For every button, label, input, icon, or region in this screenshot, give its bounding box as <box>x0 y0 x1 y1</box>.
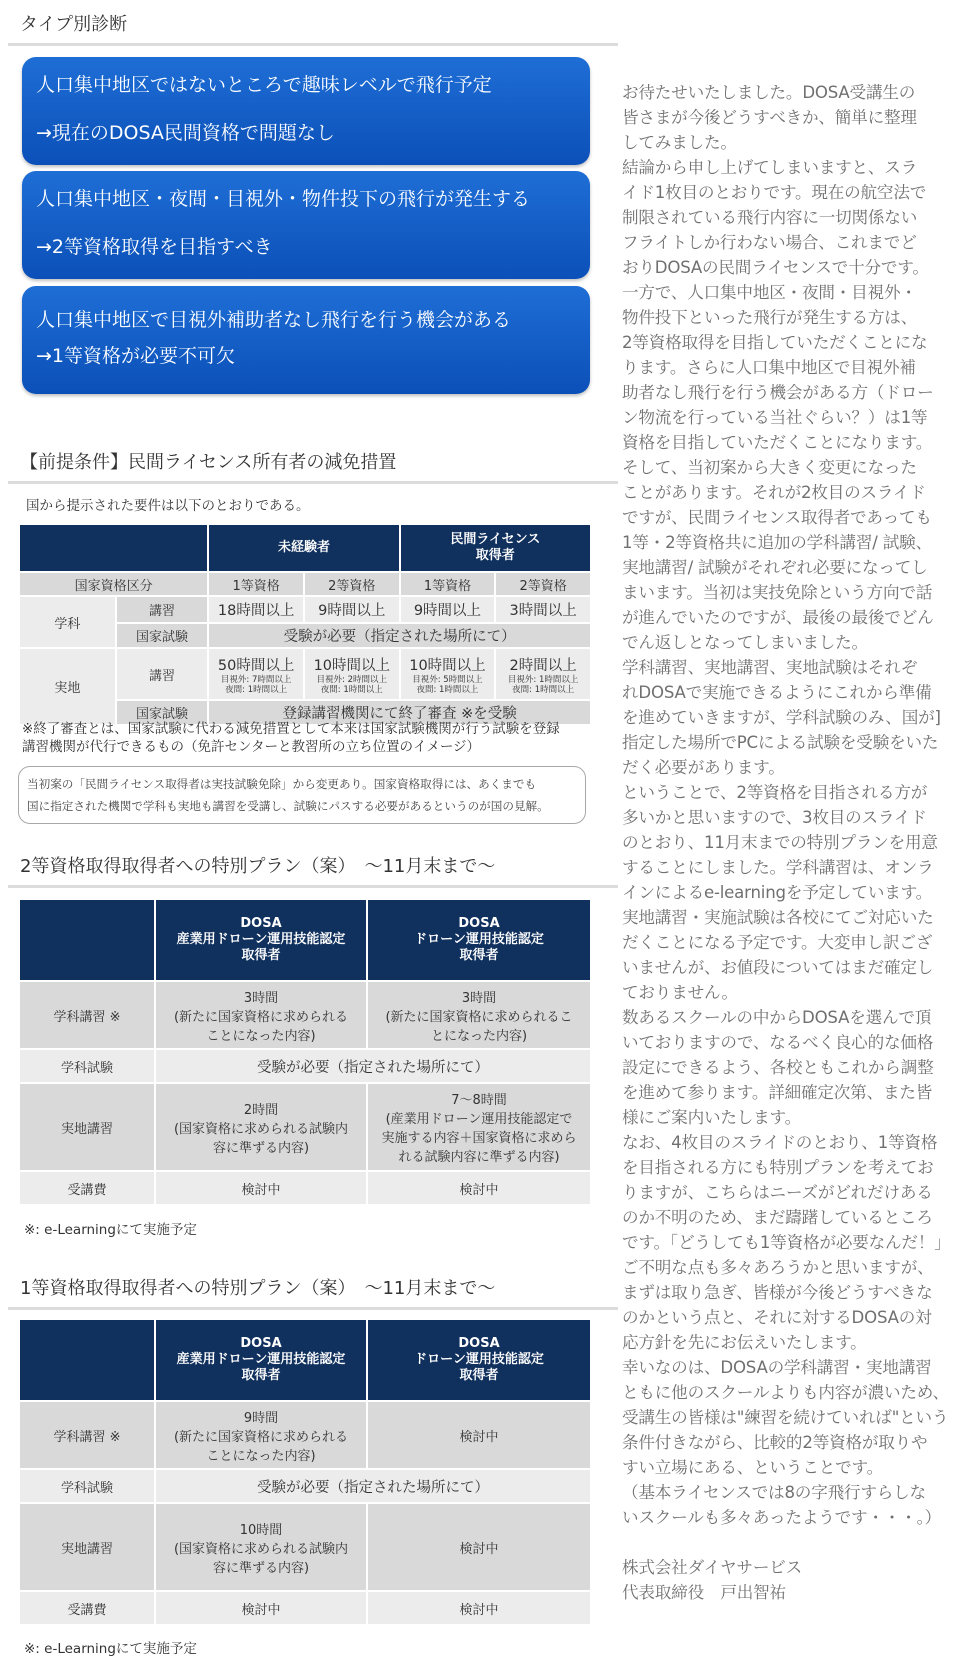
article-line: 幸いなのは、DOSAの学科講習・実地講習 <box>622 1358 932 1377</box>
class-cell: 2等資格 <box>496 573 590 595</box>
article-line: です。「どうしても1等資格が必要なんだ！」 <box>622 1233 951 1252</box>
article-body <box>622 80 952 1530</box>
article-line: （基本ライセンスでは8の字飛行すらしな <box>622 1483 926 1502</box>
row-label: 実地講習 <box>20 1504 154 1590</box>
review-note-line: ※終了審査とは、国家試験に代わる減免措置として本来は国家試験機関が行う試験を登録 <box>22 721 560 737</box>
plan-cell: 検討中 <box>368 1592 590 1624</box>
class2-plan-table <box>18 898 592 1206</box>
jitchi-exam-value: 登録講習機関にて終了審査 ※を受験 <box>209 701 590 724</box>
gakka-label: 学科 <box>20 597 115 647</box>
article-line: 受講生の皆様は"練習を続けていれば"という <box>622 1408 949 1427</box>
exam-label: 国家試験 <box>117 624 208 647</box>
diagnosis-box-hobby <box>22 57 590 165</box>
article-line: だく必要があります。 <box>622 758 785 777</box>
jitchi-sub: 夜間: 1時間以上 <box>416 684 479 695</box>
type-diagnosis-title: タイプ別診断 <box>8 10 618 46</box>
jitchi-main: 2時間以上 <box>509 657 577 674</box>
class2-footnote: ※: e-Learningにて実施予定 <box>24 1222 197 1238</box>
header-drone-skill <box>368 900 590 980</box>
header-line: 取得者 <box>459 1368 499 1383</box>
plan-cell-line: 10時間 <box>239 1522 283 1538</box>
plan-cell-line: れる試験内容に準ずる内容) <box>398 1150 560 1165</box>
table-corner <box>20 900 154 980</box>
article-line: おりDOSAの民間ライセンスで十分です。 <box>622 258 929 277</box>
diagnosis-box-class1 <box>22 286 590 394</box>
plan-cell-line: ことになった内容) <box>206 1028 316 1044</box>
plan-cell-line: 7～8時間 <box>451 1093 507 1108</box>
article-line: 資格を目指していただくことになります。 <box>622 433 933 452</box>
article-line: インによるe-learningを予定しています。 <box>622 883 933 902</box>
exam-label: 国家試験 <box>117 701 208 724</box>
header-licensed-line1: 民間ライセンス <box>450 532 541 547</box>
plan-cell <box>368 1084 590 1170</box>
plan-cell: 検討中 <box>156 1172 366 1204</box>
header-line: DOSA <box>240 916 282 931</box>
article-line: ということで、2等資格を目指される方が <box>622 783 928 802</box>
jitchi-value <box>305 649 399 699</box>
class-cell: 1等資格 <box>209 573 303 595</box>
policy-change-note <box>18 766 586 824</box>
article-line: のとおり、11月末までの特別プランを用意 <box>622 833 938 852</box>
plan-cell: 検討中 <box>156 1592 366 1624</box>
jitchi-main: 10時間以上 <box>409 657 486 674</box>
jitchi-value <box>401 649 495 699</box>
signer-name: 代表取締役 戸出智祐 <box>622 1583 786 1602</box>
diagnosis-condition: 人口集中地区で目視外補助者なし飛行を行う機会がある <box>36 309 512 331</box>
plan-cell-line: 容に準ずる内容) <box>212 1140 310 1156</box>
article-line: を進めて参ります。詳細確定次第、また皆 <box>622 1083 933 1102</box>
header-drone-skill <box>368 1320 590 1400</box>
article-line: 様にご案内いたします。 <box>622 1108 802 1127</box>
article-line: のか不明のため、まだ躊躇しているところ <box>622 1208 933 1227</box>
article-line: ともに他のスクールよりも内容が濃いため、 <box>622 1383 949 1402</box>
article-column <box>622 80 952 1605</box>
policy-change-line: 国に指定された機関で学科も実地も講習を受講し、試験にパスする必要があるというのが国の見解。 <box>27 799 549 813</box>
plan-cell-line: (新たに国家資格に求められるこ <box>385 1009 573 1025</box>
header-line: DOSA <box>240 1336 282 1351</box>
jitchi-value <box>209 649 303 699</box>
plan-cell: 検討中 <box>368 1504 590 1590</box>
article-line: いませんが、お値段についてはまだ確定し <box>622 958 934 977</box>
article-line: 物件投下といった飛行が発生する方は、 <box>622 308 918 327</box>
table-corner <box>20 525 207 571</box>
header-industrial <box>156 900 366 980</box>
jitchi-sub: 夜間: 1時間以上 <box>225 684 288 695</box>
gakka-value: 9時間以上 <box>401 597 495 622</box>
header-line: 取得者 <box>241 1368 281 1383</box>
jitchi-sub: 目視外: 2時間以上 <box>316 674 388 685</box>
header-line: DOSA <box>458 916 500 931</box>
article-line: 指定した場所でPCによる試験を受験をいた <box>622 733 939 752</box>
article-line: ります。さらに人口集中地区で目視外補 <box>622 358 916 377</box>
header-licensed-line2: 取得者 <box>475 548 515 563</box>
header-line: 産業用ドローン運用技能認定 <box>176 932 346 947</box>
class1-plan-title: 1等資格取得取得者への特別プラン（案） ～11月末まで～ <box>8 1274 618 1310</box>
article-line: 皆さまが今後どうすべきか、簡単に整理 <box>622 108 917 127</box>
review-note-line: 講習機関が代行できるもの（免許センターと教習所の立ち位置のイメージ） <box>22 739 481 755</box>
row-class-label: 国家資格区分 <box>20 573 207 595</box>
row-label: 受講費 <box>20 1592 154 1624</box>
article-line: いスクールも多々あったようです・・・。） <box>622 1508 942 1527</box>
header-line: 産業用ドローン運用技能認定 <box>176 1352 346 1367</box>
row-label: 実地講習 <box>20 1084 154 1170</box>
article-line: 1等・2等資格共に追加の学科講習/ 試験、 <box>622 533 932 552</box>
jitchi-sub: 夜間: 1時間以上 <box>320 684 383 695</box>
diagnosis-condition: 人口集中地区・夜間・目視外・物件投下の飛行が発生する <box>36 188 531 210</box>
article-line: そして、当初案から大きく変更になった <box>622 458 917 477</box>
article-line: 一方で、人口集中地区・夜間・目視外・ <box>622 283 917 302</box>
diagnosis-result: →現在のDOSA民間資格で問題なし <box>36 122 335 144</box>
article-line: することにしました。学科講習は、オンラ <box>622 858 934 877</box>
article-line: 実地講習/ 試験がそれぞれ必要になってし <box>622 558 928 577</box>
exemption-table <box>18 523 592 726</box>
row-label: 学科試験 <box>20 1050 154 1082</box>
article-line: りますが、こちらはニーズがどれだけある <box>622 1183 933 1202</box>
diagnosis-result: →2等資格取得を目指すべき <box>36 236 273 258</box>
article-line: 設定にできるよう、各校ともこれから調整 <box>622 1058 934 1077</box>
plan-cell-line: とになった内容) <box>430 1028 528 1044</box>
gakka-value: 9時間以上 <box>305 597 399 622</box>
gakka-value: 18時間以上 <box>209 597 303 622</box>
class1-footnote: ※: e-Learningにて実施予定 <box>24 1641 197 1657</box>
plan-cell <box>156 1504 366 1590</box>
article-line: いておりますので、なるべく良心的な価格 <box>622 1033 934 1052</box>
plan-merged-cell: 受験が必要（指定された場所にて） <box>156 1050 590 1082</box>
article-line: だくことになる予定です。大変申し訳ござ <box>622 933 933 952</box>
article-line: が進んでいたのですが、最後の最後でどん <box>622 608 934 627</box>
header-line: ドローン運用技能認定 <box>414 932 544 947</box>
header-inexperienced: 未経験者 <box>209 525 398 571</box>
article-line: 条件付きながら、比較的2等資格が取りや <box>622 1433 928 1452</box>
review-note <box>22 720 560 756</box>
plan-cell <box>156 982 366 1048</box>
article-line: 実地講習・実施試験は各校にてご対応いた <box>622 908 934 927</box>
article-line: ですが、民間ライセンス取得者であっても <box>622 508 932 527</box>
plan-cell-line: 容に準ずる内容) <box>212 1560 310 1576</box>
gakka-exam-value: 受験が必要（指定された場所にて） <box>209 624 590 647</box>
gakka-value: 3時間以上 <box>496 597 590 622</box>
article-line: 助者なし飛行を行う機会がある方（ドロー <box>622 383 934 402</box>
plan-cell-line: 実施する内容＋国家資格に求めら <box>381 1131 577 1146</box>
article-line: ておりません。 <box>622 983 738 1002</box>
plan-cell-line: (新たに国家資格に求められる <box>173 1429 349 1445</box>
plan-cell-line: 2時間 <box>243 1102 279 1118</box>
article-line: れDOSAで実施できるようにこれから準備 <box>622 683 932 702</box>
article-line: を目指される方にも特別プランを考えてお <box>622 1158 934 1177</box>
article-line: 2等資格取得を目指していただくことにな <box>622 333 928 352</box>
header-line: 取得者 <box>459 948 499 963</box>
jitchi-value <box>496 649 590 699</box>
plan-merged-cell: 受験が必要（指定された場所にて） <box>156 1470 590 1502</box>
article-line: 結論から申し上げてしまいますと、スラ <box>622 158 918 177</box>
row-label: 学科講習 ※ <box>20 982 154 1048</box>
prerequisite-title: 【前提条件】民間ライセンス所有者の減免措置 <box>8 448 618 484</box>
row-label: 受講費 <box>20 1172 154 1204</box>
row-label: 学科講習 ※ <box>20 1402 154 1468</box>
diagnosis-result: →1等資格が必要不可欠 <box>36 345 236 367</box>
plan-cell-line: (国家資格に求められる試験内 <box>173 1121 349 1137</box>
article-line: ことがあります。それが2枚目のスライド <box>622 483 926 502</box>
table-corner <box>20 1320 154 1400</box>
header-line: ドローン運用技能認定 <box>414 1352 544 1367</box>
plan-cell-line: (新たに国家資格に求められる <box>173 1009 349 1025</box>
plan-cell <box>156 1084 366 1170</box>
class-cell: 2等資格 <box>305 573 399 595</box>
header-line: 取得者 <box>241 948 281 963</box>
article-line: フライトしか行わない場合、これまでど <box>622 233 917 252</box>
plan-cell: 検討中 <box>368 1402 590 1468</box>
article-line: 数あるスクールの中からDOSAを選んで頂 <box>622 1008 932 1027</box>
article-line: を進めていきますが、学科試験のみ、国が] <box>622 708 941 727</box>
article-line: イド1枚目のとおりです。現在の航空法で <box>622 183 927 202</box>
plan-cell-line: 3時間 <box>243 990 279 1006</box>
jitchi-label: 実地 <box>20 649 115 724</box>
diagnosis-condition: 人口集中地区ではないところで趣味レベルで飛行予定 <box>36 74 492 96</box>
article-line: してみました。 <box>622 133 737 152</box>
class1-plan-table <box>18 1318 592 1626</box>
article-line: でん返しとなってしまいました。 <box>622 633 868 652</box>
header-line: DOSA <box>458 1336 500 1351</box>
plan-cell <box>156 1402 366 1468</box>
policy-change-line: 当初案の「民間ライセンス取得者は実技試験免除」から変更あり。国家資格取得には、あくまでも <box>27 777 537 791</box>
plan-cell <box>368 982 590 1048</box>
company-name: 株式会社ダイヤサービス <box>622 1558 802 1577</box>
plan-cell-line: 3時間 <box>461 990 497 1006</box>
article-line: ン物流を行っている当社ぐらい？）は1等 <box>622 408 928 427</box>
jitchi-sub: 目視外: 5時間以上 <box>412 674 483 685</box>
article-line: 応方針を先にお伝えいたします。 <box>622 1333 867 1352</box>
plan-cell-line: (国家資格に求められる試験内 <box>173 1541 349 1557</box>
article-line: ご不明な点も多々あろうかと思いますが、 <box>622 1258 934 1277</box>
header-industrial <box>156 1320 366 1400</box>
plan-cell: 検討中 <box>368 1172 590 1204</box>
article-line: まいます。当初は実技免除という方向で話 <box>622 583 933 602</box>
class2-plan-title: 2等資格取得取得者への特別プラン（案） ～11月末まで～ <box>8 852 618 888</box>
prerequisite-intro: 国から提示された要件は以下のとおりである。 <box>26 498 310 514</box>
jitchi-main: 10時間以上 <box>313 657 391 674</box>
class-cell: 1等資格 <box>401 573 495 595</box>
plan-cell-line: (産業用ドローン運用技能認定で <box>385 1112 573 1127</box>
article-line: 制限されている飛行内容に一切関係ない <box>622 208 918 227</box>
plan-cell-line: 9時間 <box>243 1410 279 1426</box>
jitchi-sub: 目視外: 7時間以上 <box>220 674 292 685</box>
diagnosis-box-class2 <box>22 171 590 279</box>
jitchi-sub: 夜間: 1時間以上 <box>512 684 575 695</box>
plan-cell-line: ことになった内容) <box>206 1448 316 1464</box>
kousyu-label: 講習 <box>117 649 208 699</box>
jitchi-sub: 目視外: 1時間以上 <box>507 674 579 685</box>
kousyu-label: 講習 <box>117 597 208 622</box>
jitchi-main: 50時間以上 <box>217 657 295 674</box>
article-line: のかという点と、それに対するDOSAの対 <box>622 1308 932 1327</box>
row-label: 学科試験 <box>20 1470 154 1502</box>
article-line: まずは取り急ぎ、皆様が今後どうすべきな <box>622 1283 933 1302</box>
article-line: 多いかと思いますので、3枚目のスライド <box>622 808 927 827</box>
article-line: お待たせいたしました。DOSA受講生の <box>622 83 916 102</box>
article-line: なお、4枚目のスライドのとおり、1等資格 <box>622 1133 938 1152</box>
article-line: 学科講習、実地講習、実地試験はそれぞ <box>622 658 918 677</box>
header-licensed <box>401 525 590 571</box>
article-line: すい立場にある、ということです。 <box>622 1458 883 1477</box>
